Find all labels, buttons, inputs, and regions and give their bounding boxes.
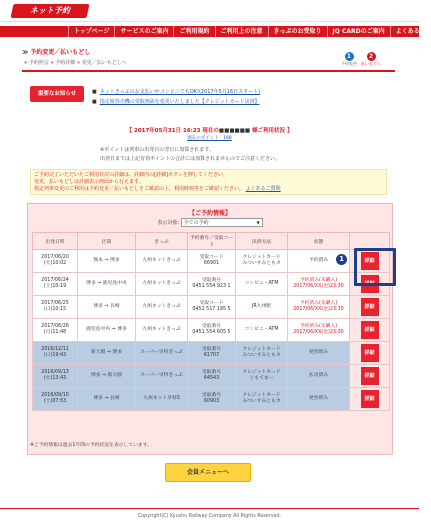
usage-heading-suffix: 様ご利用状況 】 xyxy=(250,128,293,134)
cell-code xyxy=(188,273,236,296)
filter-select[interactable] xyxy=(181,218,263,227)
departure-time: (月)11:48 xyxy=(43,330,67,335)
detail-button[interactable]: 詳細 xyxy=(361,252,379,270)
news-link-convenience[interactable]: ■ ネットきっぷのお支払いがコンビニでもOK!(2017年5月16日スタート) xyxy=(92,88,260,95)
info-line-text: 指定列車変更のご利用は予約変更／払いもどしをご確認の上、利用時刻等をご確認ください。 xyxy=(34,186,245,192)
col-header-payment: 決済方法 xyxy=(236,233,288,250)
cell-section: 鹿児島中央 ⇒ 博多 xyxy=(78,319,136,342)
col-header-departure: 出発日時 xyxy=(33,233,78,250)
breadcrumb-arrow-icon: » xyxy=(76,60,81,66)
cell-ticket: 九州ネット早特3 xyxy=(136,388,188,411)
table-row xyxy=(33,365,390,388)
page-title xyxy=(22,47,90,56)
breadcrumb-item-detail[interactable]: 予約詳細 xyxy=(55,60,76,66)
cell-section: 博多 ⇒ 鹿児島中央 xyxy=(78,273,136,296)
status-text: 予約済み(未購入) xyxy=(299,301,338,306)
cell-payment xyxy=(236,273,288,296)
cell-status xyxy=(288,365,350,388)
table-row xyxy=(33,342,390,365)
cell-departure xyxy=(33,250,78,273)
breadcrumb-arrow-icon: » xyxy=(50,60,54,66)
info-line: 変更、払いもどしは詳細表示画面から行えます。 xyxy=(34,179,144,185)
nav-item-top[interactable]: トップページ xyxy=(68,26,114,37)
status-deadline: 2017/06/XX(金)23:30 xyxy=(293,330,344,335)
cell-departure xyxy=(33,319,78,342)
cell-action xyxy=(350,388,390,411)
code-label: 受取番号 xyxy=(201,370,222,375)
cell-code xyxy=(188,365,236,388)
step-number: 1 xyxy=(345,52,354,61)
callout-highlight xyxy=(354,248,396,286)
payment-method: JR九州駅 xyxy=(251,304,272,309)
col-header-section: 区間 xyxy=(78,233,136,250)
copyright: Copyright(C) Kyushu Railway Company All Rights Reserved. xyxy=(137,514,282,519)
table-row xyxy=(33,296,390,319)
cell-ticket: 九州ネットきっぷ xyxy=(136,250,188,273)
cell-section: 熊本 ⇒ 博多 xyxy=(78,250,136,273)
col-header-code: 予約番号／受取コード xyxy=(188,233,236,250)
departure-time: (土)07:53 xyxy=(43,399,67,404)
nav-item-pickup[interactable]: きっぷのお受取り xyxy=(268,26,327,37)
payment-method: クレジットカード xyxy=(242,393,281,398)
code-value: 0451 554 605 5 xyxy=(192,330,231,335)
code-value: 0452 517 195 5 xyxy=(192,307,231,312)
cell-ticket: スーパー早特きっぷ xyxy=(136,365,188,388)
cell-departure xyxy=(33,273,78,296)
status-deadline: 2017/06/XX(金)23:30 xyxy=(293,307,344,312)
cell-payment xyxy=(236,388,288,411)
cell-ticket: 九州ネットきっぷ xyxy=(136,296,188,319)
cell-code xyxy=(188,388,236,411)
cell-action xyxy=(350,319,390,342)
code-value: 0451 554 923 1 xyxy=(192,284,231,289)
status-text: 予約済み(未購入) xyxy=(299,278,338,283)
payment-card: みついすみともカ xyxy=(242,353,281,358)
detail-button[interactable]: 詳細 xyxy=(361,344,379,362)
code-label: 受取番号 xyxy=(201,278,222,283)
detail-button[interactable]: 詳細 xyxy=(361,275,379,293)
code-label: 受取番号 xyxy=(201,393,222,398)
global-nav xyxy=(0,26,426,37)
reservation-rows xyxy=(33,250,390,411)
step-label: 払いもどし xyxy=(361,61,381,66)
departure-date: 2017/06/24 xyxy=(41,278,69,283)
departure-time: (火)10:02 xyxy=(43,261,67,266)
code-label: 受取番号 xyxy=(201,347,222,352)
cell-code xyxy=(188,319,236,342)
usage-heading-prefix: 【 2017年05月31日 16:23 現在の xyxy=(126,128,219,134)
departure-time: (日)19:43 xyxy=(43,353,67,358)
cell-status xyxy=(288,319,350,342)
departure-time: (日)10:15 xyxy=(43,307,67,312)
cell-status xyxy=(288,388,350,411)
logo-text: ネット予約 xyxy=(30,6,70,15)
detail-button[interactable]: 詳細 xyxy=(361,321,379,339)
page-title-text: 予約変更／払いもどし xyxy=(30,49,91,56)
cell-payment xyxy=(236,250,288,273)
detail-button[interactable]: 詳細 xyxy=(361,298,379,316)
payment-method: クレジットカード xyxy=(242,370,281,375)
cell-payment xyxy=(236,365,288,388)
cell-departure xyxy=(33,365,78,388)
cell-departure xyxy=(33,342,78,365)
points-note: 出発日までは上記有効ポイントの合計には加算されませんのでご注意ください。 xyxy=(100,156,281,162)
footer-divider xyxy=(0,508,419,509)
cell-action xyxy=(350,365,390,388)
cell-section: 新大阪 ⇒ 博多 xyxy=(78,342,136,365)
departure-time: (土)10:19 xyxy=(43,284,67,289)
title-marker-icon: ≫ xyxy=(22,49,29,56)
code-label: 受取番号 xyxy=(201,324,222,329)
reservation-panel xyxy=(27,203,393,455)
payment-method: コンビニ・ATM xyxy=(244,327,279,332)
filter-value: 全ての予約 xyxy=(183,220,209,226)
departure-date: 2017/06/26 xyxy=(41,324,69,329)
payment-method: コンビニ・ATM xyxy=(244,281,279,286)
breadcrumb-arrow-icon: » xyxy=(24,60,28,66)
table-row xyxy=(33,273,390,296)
nav-item-jqcard[interactable]: JQ CARDのご案内 xyxy=(327,26,390,37)
table-header-row xyxy=(33,233,390,250)
col-header-ticket: きっぷ xyxy=(136,233,188,250)
site-logo[interactable] xyxy=(11,4,90,18)
cell-code xyxy=(188,296,236,319)
step-refund xyxy=(361,52,381,67)
masked-user-name: ■■■■■■ xyxy=(218,128,251,134)
status-text: 払戻済み xyxy=(308,373,329,378)
step-label: 予約変更 xyxy=(341,61,357,66)
cell-departure xyxy=(33,388,78,411)
cell-section: 博多 ⇒ 新大阪 xyxy=(78,365,136,388)
site-header xyxy=(0,0,419,22)
breadcrumb-item-inquiry[interactable]: 予約照会 xyxy=(28,60,49,66)
table-row xyxy=(33,388,390,411)
payment-method: クレジットカード xyxy=(242,255,281,260)
filter-label: 表示対象: xyxy=(157,220,180,226)
faq-link[interactable]: よくあるご質問 xyxy=(245,186,281,192)
payment-card: みついすみともカ xyxy=(242,261,281,266)
code-label: 受取コード xyxy=(199,255,224,260)
nav-item-faq[interactable]: よくあるご xyxy=(390,26,431,37)
payment-card: みついすみともカ xyxy=(242,399,281,404)
status-deadline: 2017/06/XX(金)23:30 xyxy=(293,284,344,289)
detail-button[interactable]: 詳細 xyxy=(361,367,379,385)
cell-ticket: スーパー早特きっぷ xyxy=(136,342,188,365)
cell-status xyxy=(288,342,350,365)
cell-payment xyxy=(236,342,288,365)
code-value: 66901 xyxy=(203,261,220,266)
departure-date: 2016/09/13 xyxy=(41,370,69,375)
points-link[interactable]: 現在のポイント：168 xyxy=(187,136,232,141)
info-line xyxy=(34,186,383,193)
filter-row xyxy=(28,218,392,227)
info-line: ご予約完了いただいたご利用状況の詳細は、詳細内の[詳細]ボタンを押してください。 xyxy=(34,172,228,178)
departure-time: (火)13:43 xyxy=(43,376,67,381)
detail-button[interactable]: 詳細 xyxy=(361,390,379,408)
reservation-title: 【ご予約情報】 xyxy=(188,210,231,217)
cell-code xyxy=(188,250,236,273)
code-label: 受取コード xyxy=(199,301,224,306)
important-notice-button[interactable]: 重要なお知らせ xyxy=(30,86,84,102)
cell-action xyxy=(350,342,390,365)
cell-action xyxy=(350,296,390,319)
cell-code xyxy=(188,342,236,365)
nav-item-services[interactable]: サービスのご案内 xyxy=(114,26,173,37)
col-header-action xyxy=(350,233,390,250)
cell-ticket: 九州ネットきっぷ xyxy=(136,273,188,296)
usage-status-heading xyxy=(0,126,419,134)
payment-card: じもてまー xyxy=(249,376,274,381)
departure-date: 2017/06/25 xyxy=(41,301,69,306)
code-value: 61707 xyxy=(203,353,220,358)
cell-status xyxy=(288,296,350,319)
cell-status xyxy=(288,273,350,296)
points-note: ※ポイントは列車の出発日の翌日に加算されます。 xyxy=(100,147,214,153)
info-box xyxy=(30,169,387,195)
cell-ticket: 九州ネットきっぷ xyxy=(136,319,188,342)
cell-section: 博多 ⇒ 長崎 xyxy=(78,388,136,411)
member-menu-button[interactable]: 会員メニューへ xyxy=(165,463,251,482)
nav-item-notes[interactable]: ご利用上の注意 xyxy=(215,26,268,37)
table-footnote: ※ご予約情報は過去1年間の予約状況を表示しています。 xyxy=(30,443,152,448)
payment-method: クレジットカード xyxy=(242,347,281,352)
breadcrumb xyxy=(24,59,127,66)
cell-payment xyxy=(236,319,288,342)
news-link-machine[interactable]: ■ 指定席券売機の受取画面を変更いたしました【クレジットカード決済】 xyxy=(92,98,259,105)
code-value: 60903 xyxy=(203,399,220,404)
cell-payment xyxy=(236,296,288,319)
status-text: 発券済み xyxy=(308,350,329,355)
nav-item-terms[interactable]: ご利用規約 xyxy=(173,26,214,37)
cell-departure xyxy=(33,296,78,319)
departure-date: 2017/06/20 xyxy=(41,255,69,260)
callout-number-badge: 1 xyxy=(336,254,347,265)
breadcrumb-item-current: 変更／払いもどしへ xyxy=(81,60,127,66)
code-value: 64543 xyxy=(203,376,220,381)
table-row xyxy=(33,319,390,342)
title-divider xyxy=(22,70,395,72)
progress-steps xyxy=(341,52,381,67)
departure-date: 2016/09/10 xyxy=(41,393,69,398)
cell-section: 博多 ⇒ 長崎 xyxy=(78,296,136,319)
status-text: 予約済み(未購入) xyxy=(299,324,338,329)
step-number: 2 xyxy=(367,52,376,61)
status-text: 発券済み xyxy=(308,396,329,401)
step-change xyxy=(341,52,357,67)
col-header-status: 状態 xyxy=(288,233,350,250)
status-text: 予約済み xyxy=(308,258,329,263)
departure-date: 2016/12/11 xyxy=(41,347,69,352)
